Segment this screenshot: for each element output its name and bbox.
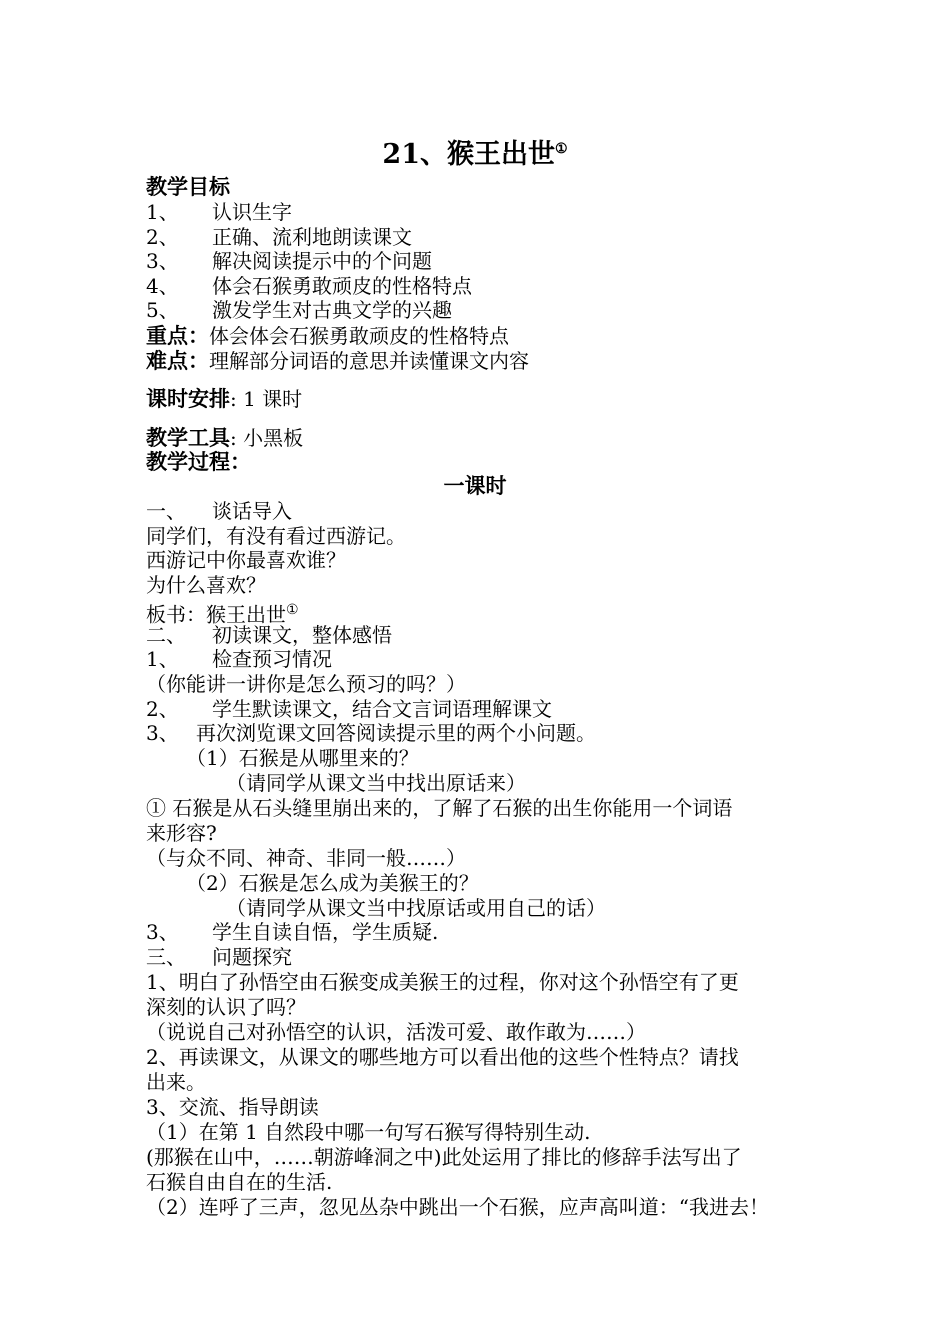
difficulty: 难点：理解部分词语的意思并读懂课文内容 bbox=[146, 348, 529, 373]
objective-item: 3、 解决阅读提示中的个问题 bbox=[146, 249, 432, 273]
board-writing: 板书：猴王出世① bbox=[146, 602, 299, 627]
text-line: 石猴自由自在的生活. bbox=[146, 1170, 333, 1194]
note-line: （请同学从课文当中找原话或用自己的话） bbox=[226, 896, 606, 920]
question-line: （1）石猴是从哪里来的？ bbox=[186, 746, 419, 770]
text-line: （2）连呼了三声，忽见丛杂中跳出一个石猴，应声高叫道：“我进去！ bbox=[146, 1195, 769, 1219]
note-line: （你能讲一讲你是怎么预习的吗？） bbox=[146, 672, 466, 696]
step-item: 3、 再次浏览课文回答阅读提示里的两个小问题。 bbox=[146, 721, 596, 745]
text-line: ① 石猴是从石头缝里崩出来的，了解了石猴的出生你能用一个词语 bbox=[146, 796, 733, 820]
note-line: （说说自己对孙悟空的认识，活泼可爱、敢作敢为……） bbox=[146, 1020, 646, 1044]
text-line: 1、明白了孙悟空由石猴变成美猴王的过程，你对这个孙悟空有了更 bbox=[146, 970, 739, 994]
section2-heading: 二、 初读课文，整体感悟 bbox=[146, 623, 392, 647]
text-line: 西游记中你最喜欢谁？ bbox=[146, 548, 346, 572]
question-line: （2）石猴是怎么成为美猴王的？ bbox=[186, 871, 479, 895]
text-line: 深刻的认识了吗？ bbox=[146, 995, 306, 1019]
text-line: 3、交流、指导朗读 bbox=[146, 1095, 319, 1119]
step-item: 3、 学生自读自悟，学生质疑. bbox=[146, 920, 439, 944]
text-line: （1）在第 1 自然段中哪一句写石猴写得特别生动. bbox=[146, 1120, 591, 1144]
process-heading: 教学过程： bbox=[146, 449, 251, 474]
note-line: （请同学从课文当中找出原话来） bbox=[226, 771, 526, 795]
step-item: 1、 检查预习情况 bbox=[146, 647, 332, 671]
step-item: 2、 学生默读课文，结合文言词语理解课文 bbox=[146, 697, 552, 721]
objective-item: 5、 激发学生对古典文学的兴趣 bbox=[146, 298, 452, 322]
section3-heading: 三、 问题探究 bbox=[146, 945, 292, 969]
document-title: 21、猴王出世① bbox=[382, 139, 568, 170]
footnote-mark: ① bbox=[286, 602, 299, 618]
footnote-mark: ① bbox=[555, 141, 568, 157]
lesson-heading: 一课时 bbox=[443, 473, 507, 498]
key-point: 重点：体会体会石猴勇敢顽皮的性格特点 bbox=[146, 323, 509, 348]
text-line: 2、再读课文，从课文的哪些地方可以看出他的这些个性特点？请找 bbox=[146, 1045, 739, 1069]
objective-item: 4、 体会石猴勇敢顽皮的性格特点 bbox=[146, 274, 472, 298]
objectives-heading: 教学目标 bbox=[146, 174, 230, 199]
tools: 教学工具: 小黑板 bbox=[146, 425, 304, 450]
note-line: （与众不同、神奇、非同一般……） bbox=[146, 846, 466, 870]
text-line: 来形容? bbox=[146, 821, 217, 845]
text-line: 同学们，有没有看过西游记。 bbox=[146, 524, 406, 548]
objective-item: 2、 正确、流利地朗读课文 bbox=[146, 225, 412, 249]
text-line: 出来。 bbox=[146, 1070, 206, 1094]
text-line: (那猴在山中，……朝游峰洞之中)此处运用了排比的修辞手法写出了 bbox=[146, 1145, 742, 1169]
objective-item: 1、 认识生字 bbox=[146, 200, 292, 224]
text-line: 为什么喜欢？ bbox=[146, 573, 266, 597]
schedule: 课时安排: 1 课时 bbox=[146, 386, 303, 411]
section1-heading: 一、 谈话导入 bbox=[146, 499, 292, 523]
